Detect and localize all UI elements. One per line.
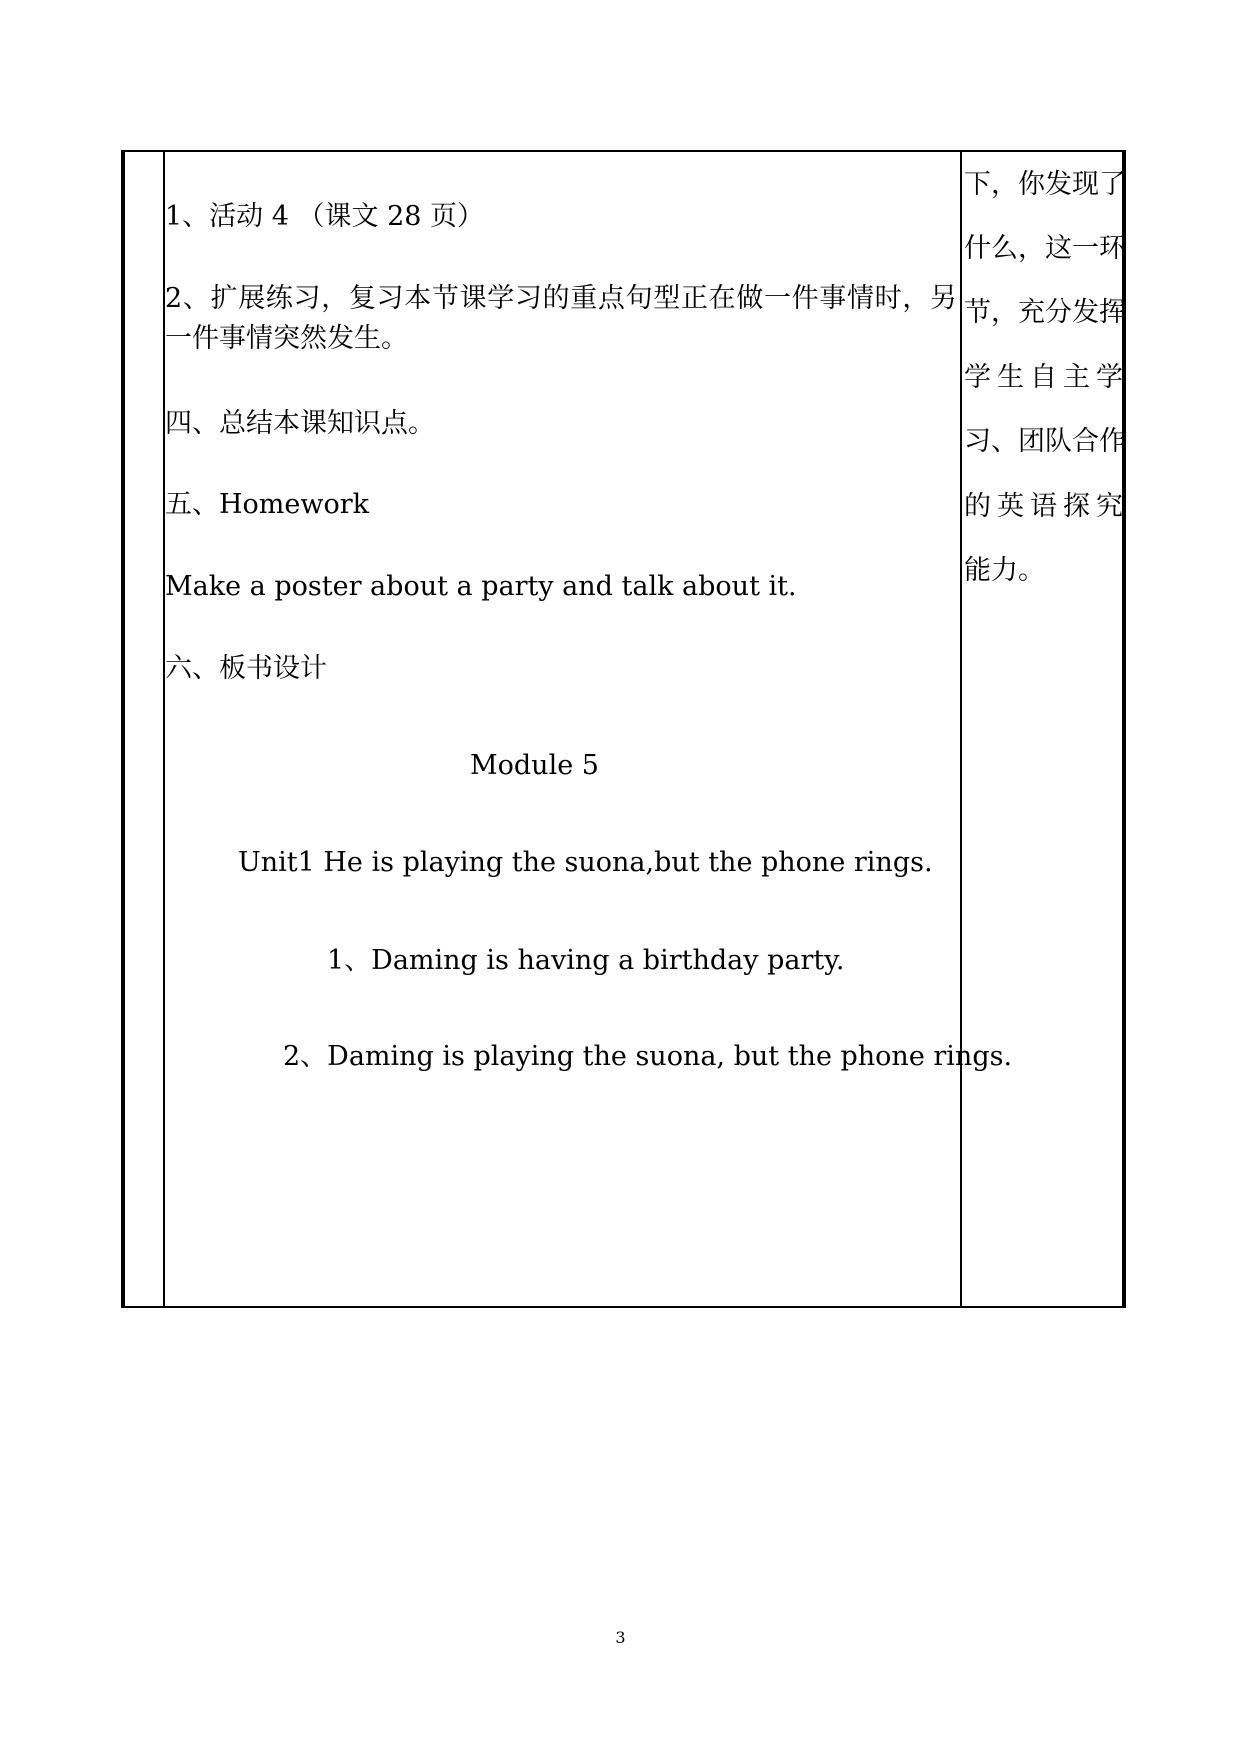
board-module-title: Module 5 [470, 750, 599, 781]
board-point-1: 1、Daming is having a birthday party. [327, 945, 845, 976]
homework-task: Make a poster about a party and talk about it. [165, 571, 797, 602]
page-number: 3 [615, 1628, 626, 1647]
design-intent-cell [962, 152, 1129, 1306]
lesson-plan-table [121, 150, 1129, 1308]
blackboard-design-heading: 六、板书设计 [165, 653, 327, 684]
homework-heading: 五、Homework [165, 489, 370, 520]
board-point-2: 2、Daming is playing the suona, but the phone rings. [283, 1041, 1013, 1072]
note-line-6: 的英语探究 [964, 491, 1129, 522]
note-line-1: 下，你发现了 [964, 169, 1126, 200]
activity-4-line: 1、活动 4 （课文 28 页） [165, 201, 485, 232]
extension-practice-line: 2、扩展练习，复习本节课学习的重点句型正在做一件事情时，另一件事情突然发生。 [165, 283, 957, 354]
note-line-2: 什么，这一环 [964, 233, 1126, 264]
summary-line: 四、总结本课知识点。 [165, 408, 435, 439]
note-line-7: 能力。 [964, 555, 1045, 586]
note-line-5: 习、团队合作 [964, 426, 1126, 457]
note-line-4: 学生自主学 [964, 362, 1129, 393]
note-line-3: 节，充分发挥 [964, 297, 1126, 328]
board-unit-title: Unit1 He is playing the suona,but the phone rings. [238, 847, 933, 878]
